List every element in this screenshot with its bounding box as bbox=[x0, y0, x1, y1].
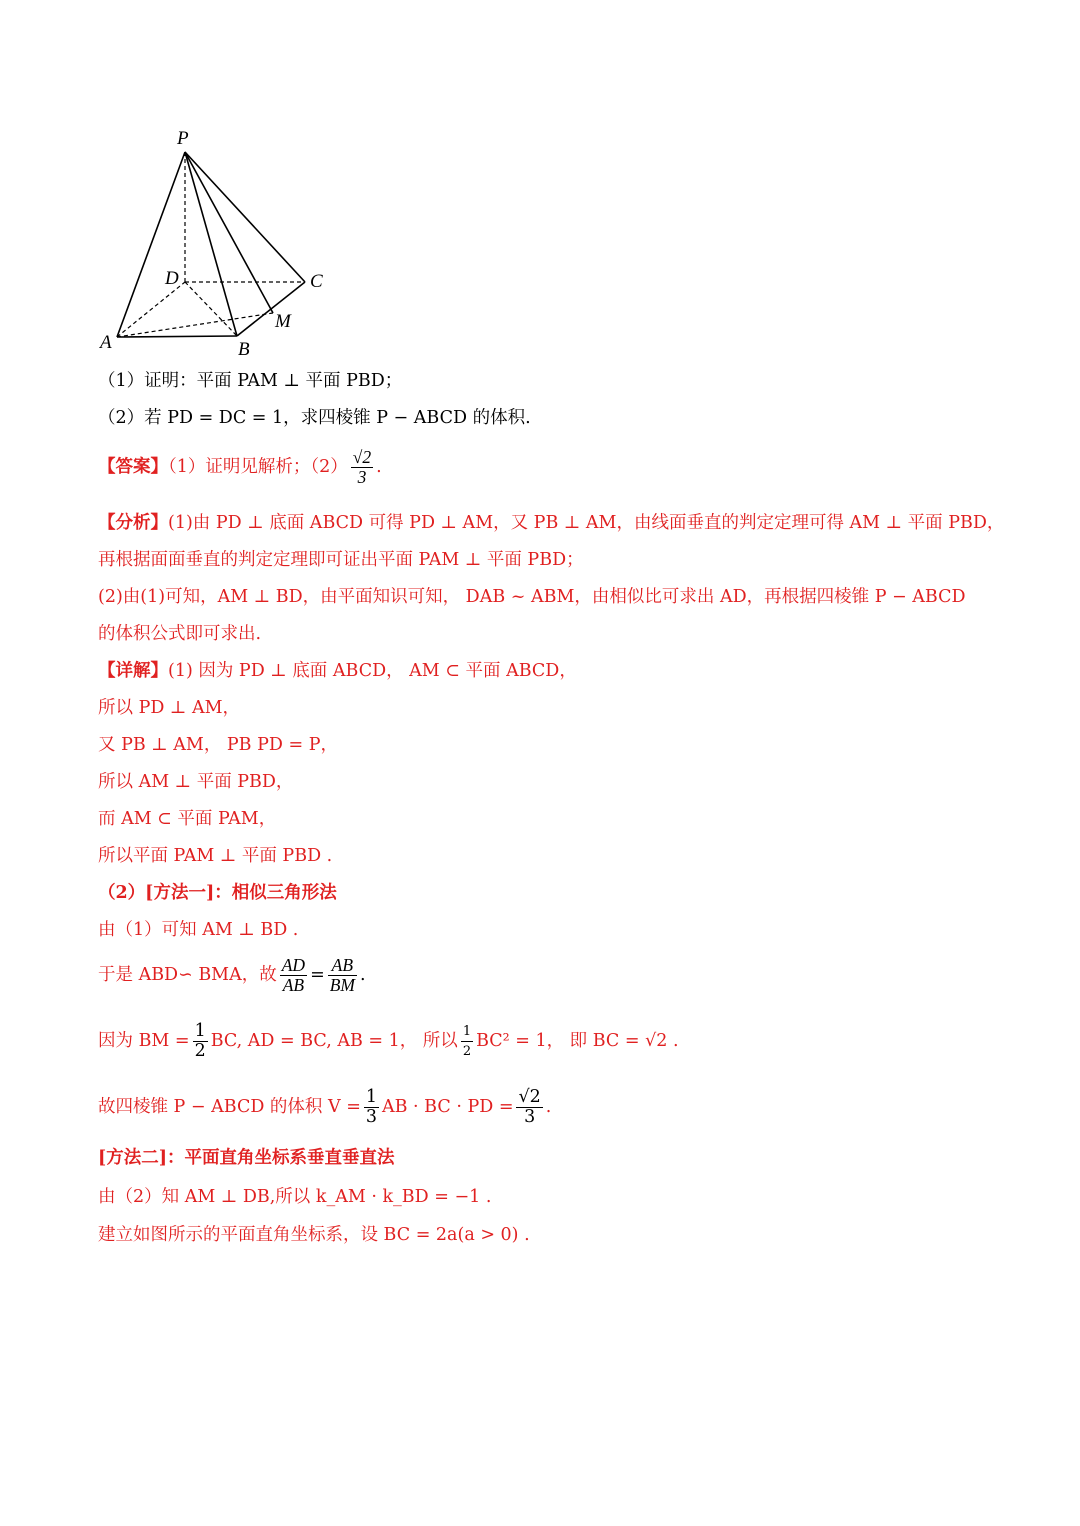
detail-line-4: 所以 AM ⊥ 平面 PBD， bbox=[98, 772, 294, 792]
fraction-half-1: $\frac{1}{2}$ bbox=[194, 1021, 206, 1061]
fraction-ab-bm: $\frac{AB}{BM}$ bbox=[329, 955, 356, 995]
method-2-title: [方法二]：平面直角坐标系垂直垂直法 bbox=[98, 1148, 395, 1168]
question-1: （1）证明：平面 PAM ⊥ 平面 PBD； bbox=[98, 371, 403, 391]
label-d: D bbox=[165, 268, 179, 289]
method-2-line-2: 建立如图所示的平面直角坐标系，设 BC = 2a(a > 0) . bbox=[98, 1225, 530, 1245]
method-1-line-4: 故四棱锥 P − ABCD 的体积 V = $\frac{1}{3}$ AB · BC · PD = $\frac{√2}{3}$ . bbox=[98, 1087, 552, 1127]
answer-text: （1）证明见解析；（2） bbox=[168, 457, 348, 477]
fraction-ad-ab: $\frac{AD}{AB}$ bbox=[281, 955, 306, 995]
analysis-line-1: 【分析】(1)由 PD ⊥ 底面 ABCD 可得 PD ⊥ AM，又 PB ⊥ AM，由线面垂直的判定定理可得 AM ⊥ 平面 PBD， bbox=[98, 513, 1005, 533]
method-1-line-1: 由（1）可知 AM ⊥ BD . bbox=[98, 920, 299, 940]
answer-fraction: $\frac{√2}{3}$ bbox=[352, 447, 372, 487]
method-1-line-3: 因为 BM = $\frac{1}{2}$ BC, AD = BC, AB = 1， 所以 $\frac{1}{2}$ BC² = 1， 即 BC = √2 . bbox=[98, 1021, 679, 1061]
label-m: M bbox=[275, 311, 291, 332]
label-a: A bbox=[100, 332, 112, 353]
label-b: B bbox=[238, 339, 250, 360]
detail-tag: 【详解】 bbox=[98, 661, 168, 681]
method-1-line-2: 于是 ABD∽ BMA，故 $\frac{AD}{AB}$ = $\frac{AB}{BM}$ . bbox=[98, 955, 366, 995]
detail-line-3: 又 PB ⊥ AM， PB PD = P， bbox=[98, 735, 338, 755]
answer-tag: 【答案】 bbox=[98, 457, 168, 477]
analysis-line-2: 再根据面面垂直的判定定理即可证出平面 PAM ⊥ 平面 PBD； bbox=[98, 550, 584, 570]
method-1-title: （2）[方法一]：相似三角形法 bbox=[98, 883, 337, 903]
answer-line: 【答案】（1）证明见解析；（2） $\frac{√2}{3}$ . bbox=[98, 447, 382, 487]
detail-line-1: 【详解】(1) 因为 PD ⊥ 底面 ABCD， AM ⊂ 平面 ABCD， bbox=[98, 661, 577, 681]
pyramid-figure bbox=[95, 120, 335, 360]
detail-line-5: 而 AM ⊂ 平面 PAM， bbox=[98, 809, 277, 829]
question-2: （2）若 PD = DC = 1，求四棱锥 P − ABCD 的体积. bbox=[98, 408, 531, 428]
label-p: P bbox=[177, 128, 189, 149]
detail-line-6: 所以平面 PAM ⊥ 平面 PBD . bbox=[98, 846, 333, 866]
detail-line-2: 所以 PD ⊥ AM， bbox=[98, 698, 241, 718]
analysis-line-4: 的体积公式即可求出. bbox=[98, 624, 262, 644]
analysis-line-3: (2)由(1)可知，AM ⊥ BD，由平面知识可知， DAB ~ ABM，由相似比可求出 AD，再根据四棱锥 P − ABCD bbox=[98, 587, 966, 607]
fraction-half-2: $\frac{1}{2}$ bbox=[462, 1024, 472, 1059]
label-c: C bbox=[310, 271, 323, 292]
method-2-line-1: 由（2）知 AM ⊥ DB,所以 k_AM · k_BD = −1 . bbox=[98, 1187, 492, 1207]
analysis-tag: 【分析】 bbox=[98, 513, 168, 533]
fraction-sqrt2-3: $\frac{√2}{3}$ bbox=[518, 1087, 541, 1127]
fraction-third: $\frac{1}{3}$ bbox=[365, 1087, 377, 1127]
